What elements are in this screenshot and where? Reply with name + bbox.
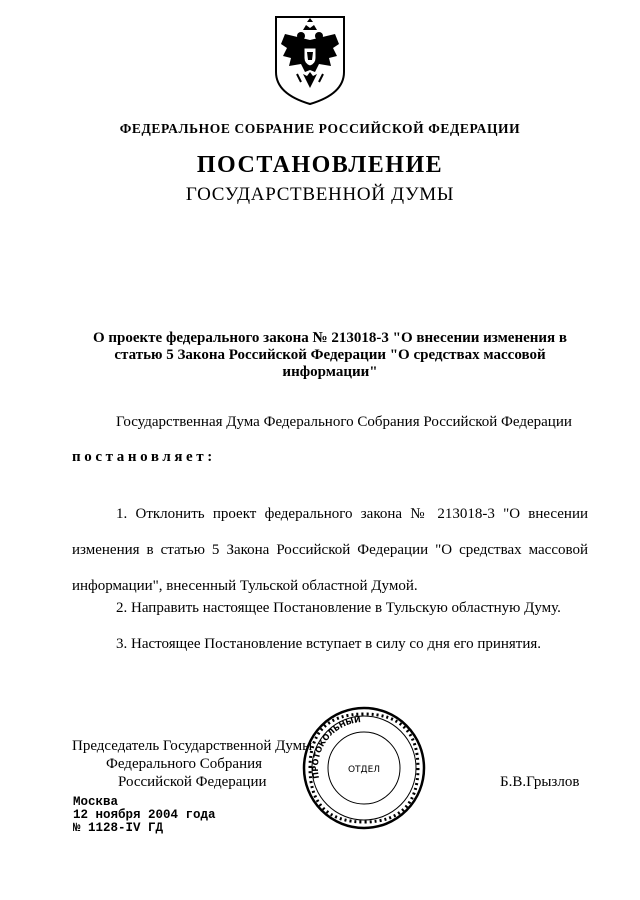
body-intro: Государственная Дума Федерального Собрания Российской Федерации (116, 414, 572, 430)
resolution-item-3: 3. Настоящее Постановление вступает в силу со дня его принятия. (116, 636, 542, 652)
document-subject: О проекте федерального закона № 213018-3 "О внесении изменения в статью 5 Закона Российской Федерации "О средствах массовой информации" (92, 330, 568, 380)
document-type: ПОСТАНОВЛЕНИЕ (196, 152, 444, 178)
signatory-position (72, 737, 312, 791)
footer-number: № 1128-IV ГД (73, 821, 164, 835)
stamp-inner-text: ПРОТОКОЛЬНЫЙ (310, 715, 362, 780)
document-issuer: ГОСУДАРСТВЕННОЙ ДУМЫ (185, 184, 455, 205)
signatory-position-line-3: Российской Федерации (118, 774, 267, 790)
signatory-name: Б.В.Грызлов (500, 774, 580, 790)
footer-date: 12 ноября 2004 года (73, 808, 216, 822)
stamp-center-text: ОТДЕЛ (347, 765, 381, 775)
resolution-item-2: 2. Направить настоящее Постановление в Тульскую областную Думу. (116, 600, 561, 616)
signatory-position-line-2: Федерального Собрания (106, 756, 263, 772)
footer-place: Москва (73, 795, 119, 809)
resolution-item-1: 1. Отклонить проект федерального закона № 213018-3 "О внесении изменения в статью 5 Закона Российской Федерации "О средствах массовой информации", внесенный Тульской областной Думой. (72, 506, 588, 594)
organization-name: ФЕДЕРАЛЬНОЕ СОБРАНИЕ РОССИЙСКОЙ ФЕДЕРАЦИИ (119, 121, 521, 136)
signatory-position-line-1: Председатель Государственной Думы (72, 738, 313, 754)
official-stamp (300, 704, 428, 832)
coat-of-arms-emblem (273, 14, 347, 106)
resolves-keyword: постановляет: (72, 449, 216, 465)
document-footer (73, 796, 216, 835)
